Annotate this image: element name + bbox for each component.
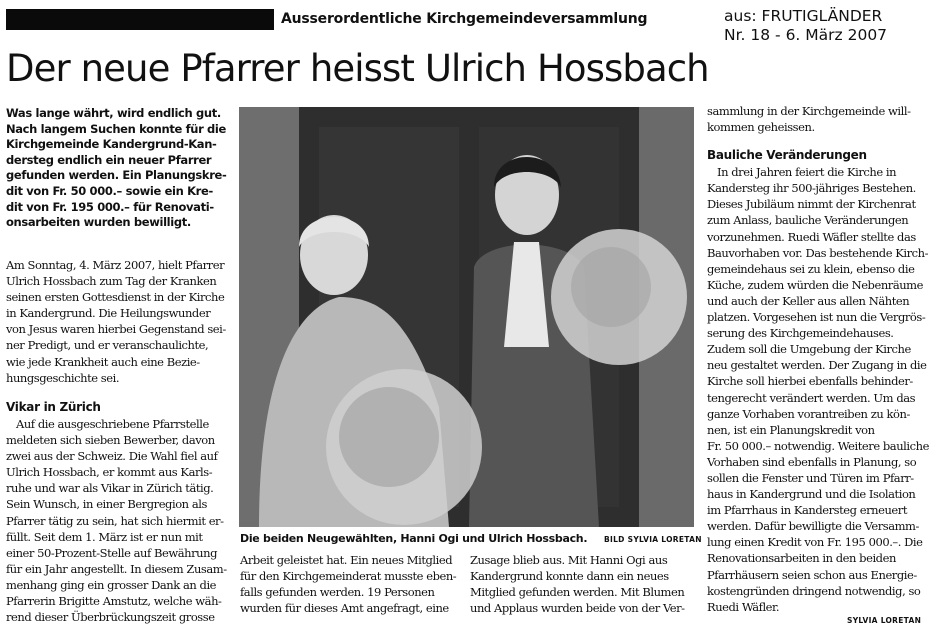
text-line: ganze Vorhaben vorantreiben zu kön-	[707, 406, 910, 421]
text-line: tengerecht verändert werden. Um das	[707, 390, 916, 405]
text-line: nen, ist ein Planungskredit von	[707, 422, 875, 437]
text-line: Pfarrerin Brigitte Amstutz, welche wäh-	[6, 594, 222, 609]
article-photo	[239, 107, 694, 527]
kicker: Ausserordentliche Kirchgemeindeversammlung	[281, 11, 648, 27]
text-line: meldeten sich sieben Bewerber, davon	[6, 433, 215, 448]
text-line: Pfarrhäusern seien schon aus Energie-	[707, 567, 917, 582]
source-line-2: Nr. 18 - 6. März 2007	[724, 26, 888, 44]
text-line: Zusage blieb aus. Mit Hanni Ogi aus	[470, 553, 668, 567]
text-line: Ulrich Hossbach zum Tag der Kranken	[6, 274, 217, 289]
text-line: kommen geheissen.	[707, 120, 815, 135]
article-column-2	[240, 552, 462, 616]
headline: Der neue Pfarrer heisst Ulrich Hossbach	[6, 47, 709, 90]
text-line: Ulrich Hossbach, er kommt aus Karls-	[6, 465, 213, 480]
text-line: und auch der Keller aus allen Nähten	[707, 293, 910, 308]
text-line: Fr. 50 000.– notwendig. Weitere bauliche	[707, 438, 929, 453]
text-line: Nach langem Suchen konnte für die	[6, 121, 226, 136]
text-line: für ein Jahr angestellt. In diesem Zusam-	[6, 561, 227, 576]
text-line: Mitglied gefunden werden. Mit Blumen	[470, 585, 685, 600]
source-note	[724, 7, 887, 45]
text-line: neu gestaltet werden. Der Zugang in die	[707, 358, 927, 373]
text-line: Dieses Jubiläum nimmt der Kirchenrat	[707, 197, 916, 212]
text-line: Was lange währt, wird endlich gut.	[6, 106, 221, 120]
text-line: ruhe und war als Vikar in Zürich tätig.	[6, 481, 214, 496]
text-line: dit von Fr. 195 000.– für Renovati-	[6, 199, 214, 214]
text-line: Kirchgemeinde Kandergrund-Kan-	[6, 137, 217, 152]
text-line: Kandersteg ihr 500-jähriges Bestehen.	[707, 181, 916, 196]
text-line: einer 50-Prozent-Stelle auf Bewährung	[6, 545, 217, 560]
text-line: rend dieser Überbrückungszeit grosse	[6, 610, 215, 625]
subheading-bauliche: Bauliche Veränderungen	[707, 148, 867, 163]
text-line: zum Anlass, bauliche Veränderungen	[707, 213, 909, 228]
text-line: wurden für dieses Amt angefragt, eine	[240, 601, 449, 616]
article-column-3	[470, 552, 694, 616]
author-credit: SYLVIA LORETAN	[847, 616, 922, 625]
text-line: Zudem soll die Umgebung der Kirche	[707, 342, 911, 357]
text-line: und Applaus wurden beide von der Ver-	[470, 601, 685, 616]
photo-credit: BILD SYLVIA LORETAN	[604, 535, 702, 544]
text-line: füllt. Seit dem 1. März ist er nun mit	[6, 529, 203, 544]
text-line: menhang ging ein grosser Dank an die	[6, 577, 217, 592]
text-line: werden. Dafür bewilligte die Versamm-	[707, 519, 919, 534]
text-line: Renovationsarbeiten in den beiden	[707, 551, 896, 566]
text-line: im Pfarrhaus in Kandersteg erneuert	[707, 503, 908, 518]
photo-caption: Die beiden Neugewählten, Hanni Ogi und Ulrich Hossbach.	[240, 532, 588, 545]
text-line: gefunden werden. Ein Planungskre-	[6, 168, 227, 183]
text-line: gemeindehaus sei zu klein, ebenso die	[707, 261, 915, 276]
article-column-right	[707, 103, 929, 615]
text-line: in Kandergrund. Die Heilungswunder	[6, 306, 211, 321]
text-line: sammlung in der Kirchgemeinde will-	[707, 104, 911, 118]
text-line: serung des Kirchgemeindehauses.	[707, 326, 894, 341]
text-line: hungsgeschichte sei.	[6, 370, 120, 385]
text-line: falls gefunden werden. 19 Personen	[240, 585, 435, 600]
source-line-1: aus: FRUTIGLÄNDER	[724, 7, 883, 25]
text-line: Auf die ausgeschriebene Pfarrstelle	[16, 417, 209, 431]
text-line: dersteg endlich ein neuer Pfarrer	[6, 152, 212, 167]
text-line: Küche, zudem würden die Nebenräume	[707, 277, 923, 292]
text-line: wie jede Krankheit auch eine Bezie-	[6, 354, 200, 369]
text-line: ner Predigt, und er veranschaulichte,	[6, 338, 209, 353]
lead-paragraph	[6, 106, 234, 231]
article-column-1-continued	[6, 399, 234, 625]
text-line: seinen ersten Gottesdienst in der Kirche	[6, 290, 225, 305]
text-line: haus in Kandergrund und die Isolation	[707, 487, 916, 502]
text-line: Ruedi Wäfler.	[707, 599, 780, 614]
text-line: von Jesus waren hierbei Gegenstand sei-	[6, 322, 226, 337]
text-line: Kirche soll hierbei ebenfalls behinder-	[707, 374, 913, 389]
text-line: Vorhaben sind ebenfalls in Planung, so	[707, 454, 917, 469]
text-line: Sein Wunsch, in einer Bergregion als	[6, 497, 207, 512]
text-line: Arbeit geleistet hat. Ein neues Mitglied	[240, 553, 453, 567]
text-line: kostengründen dringend notwendig, so	[707, 583, 921, 598]
text-line: In drei Jahren feiert die Kirche in	[717, 165, 897, 180]
text-line: Am Sonntag, 4. März 2007, hielt Pfarrer	[6, 258, 225, 272]
text-line: Bauvorhaben vor. Das bestehende Kirch-	[707, 245, 929, 260]
text-line: vorzunehmen. Ruedi Wäfler stellte das	[707, 229, 916, 244]
article-column-1	[6, 257, 234, 386]
text-line: dit von Fr. 50 000.– sowie ein Kre-	[6, 183, 213, 198]
photo-illustration	[239, 107, 694, 527]
text-line: sollen die Fenster und Türen im Pfarr-	[707, 470, 914, 485]
subheading-vikar: Vikar in Zürich	[6, 400, 101, 414]
text-line: zwei aus der Schweiz. Die Wahl fiel auf	[6, 449, 218, 464]
text-line: für den Kirchgemeinderat musste eben-	[240, 569, 457, 584]
text-line: platzen. Vorgesehen ist nun die Vergrös-	[707, 310, 926, 325]
text-line: Kandergrund konnte dann ein neues	[470, 569, 669, 584]
redacted-bar	[6, 9, 274, 30]
text-line: lung einen Kredit von Fr. 195 000.–. Die	[707, 535, 923, 550]
text-line: onsarbeiten wurden bewilligt.	[6, 215, 191, 230]
text-line: Pfarrer tätig zu sein, hat sich hiermit er-	[6, 513, 224, 528]
